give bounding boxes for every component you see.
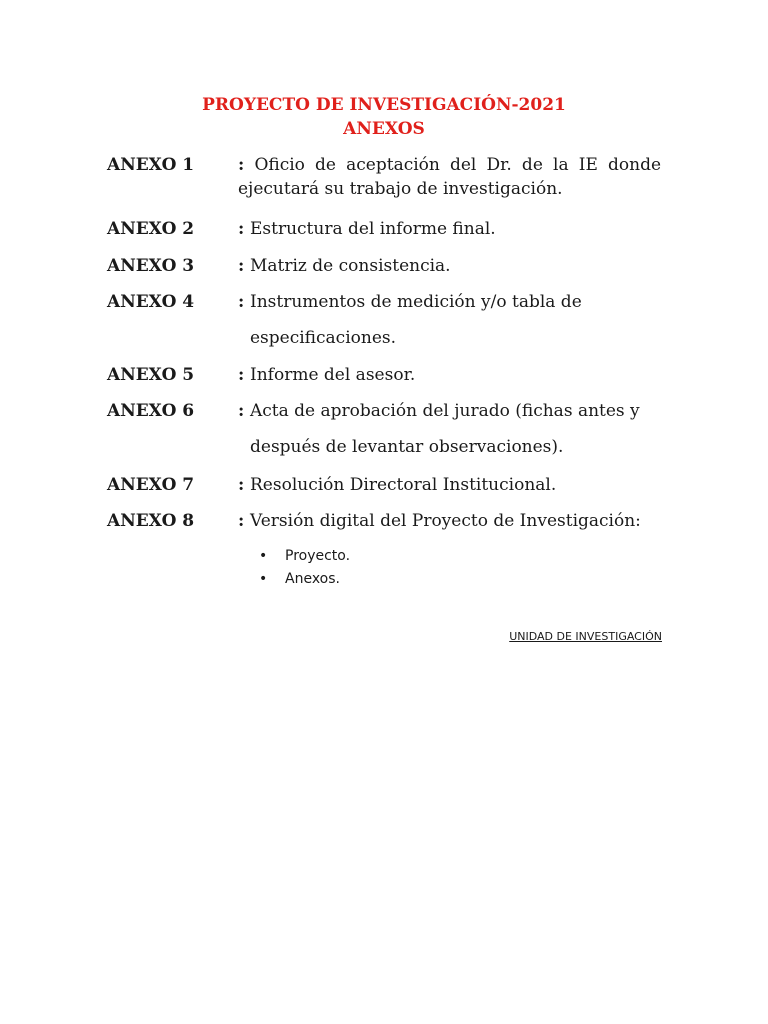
bullet-list [259,545,350,591]
annex-description: Acta de aprobación del jurado (fichas antes y [250,401,640,421]
annex-description [238,153,661,177]
annex-label: ANEXO 7 [107,475,195,495]
annex-description: Versión digital del Proyecto de Investigación: [250,511,641,531]
annex-description-line2: especificaciones. [250,328,397,348]
annex-description: Informe del asesor. [250,365,416,385]
bullet-icon: • [259,571,268,587]
annex-description: Resolución Directoral Institucional. [250,475,557,495]
bullet-icon: • [259,548,268,564]
annex-item-8 [107,509,663,533]
annex-label: ANEXO 4 [107,292,195,312]
annex-item-4 [107,290,663,350]
annex-description: Matriz de consistencia. [250,256,451,276]
annex-colon: : [238,155,245,175]
annex-colon: : [238,365,245,385]
document-subtitle: ANEXOS [343,119,425,139]
annex-label: ANEXO 5 [107,365,195,385]
annex-colon: : [238,401,245,421]
list-item-text: Proyecto. [285,548,351,564]
annex-item-3 [107,254,663,278]
annex-item-6 [107,399,663,459]
annex-label: ANEXO 6 [107,401,195,421]
annex-colon: : [238,292,245,312]
annex-item-2 [107,217,663,241]
annex-description: Instrumentos de medición y/o tabla de [250,292,582,312]
annex-description-line2: ejecutará su trabajo de investigación. [238,179,563,199]
document-title: PROYECTO DE INVESTIGACIÓN-2021 [202,95,566,115]
annex-label: ANEXO 2 [107,219,195,239]
annex-description: Estructura del informe final. [250,219,496,239]
annex-colon: : [238,256,245,276]
footer-signature: UNIDAD DE INVESTIGACIÓN [509,630,662,643]
annex-label: ANEXO 1 [107,155,195,175]
annex-colon: : [238,511,245,531]
list-item [259,568,350,591]
annex-colon: : [238,475,245,495]
annex-item-7 [107,473,663,497]
annex-description-line1: Oficio de aceptación del Dr. de la IE donde [254,155,662,175]
annex-label: ANEXO 3 [107,256,195,276]
annex-description-line2: después de levantar observaciones). [250,437,564,457]
annex-colon: : [238,219,245,239]
annex-item-1 [107,153,663,201]
list-item [259,545,350,568]
annex-label: ANEXO 8 [107,511,195,531]
annex-item-5 [107,363,663,387]
list-item-text: Anexos. [285,571,340,587]
